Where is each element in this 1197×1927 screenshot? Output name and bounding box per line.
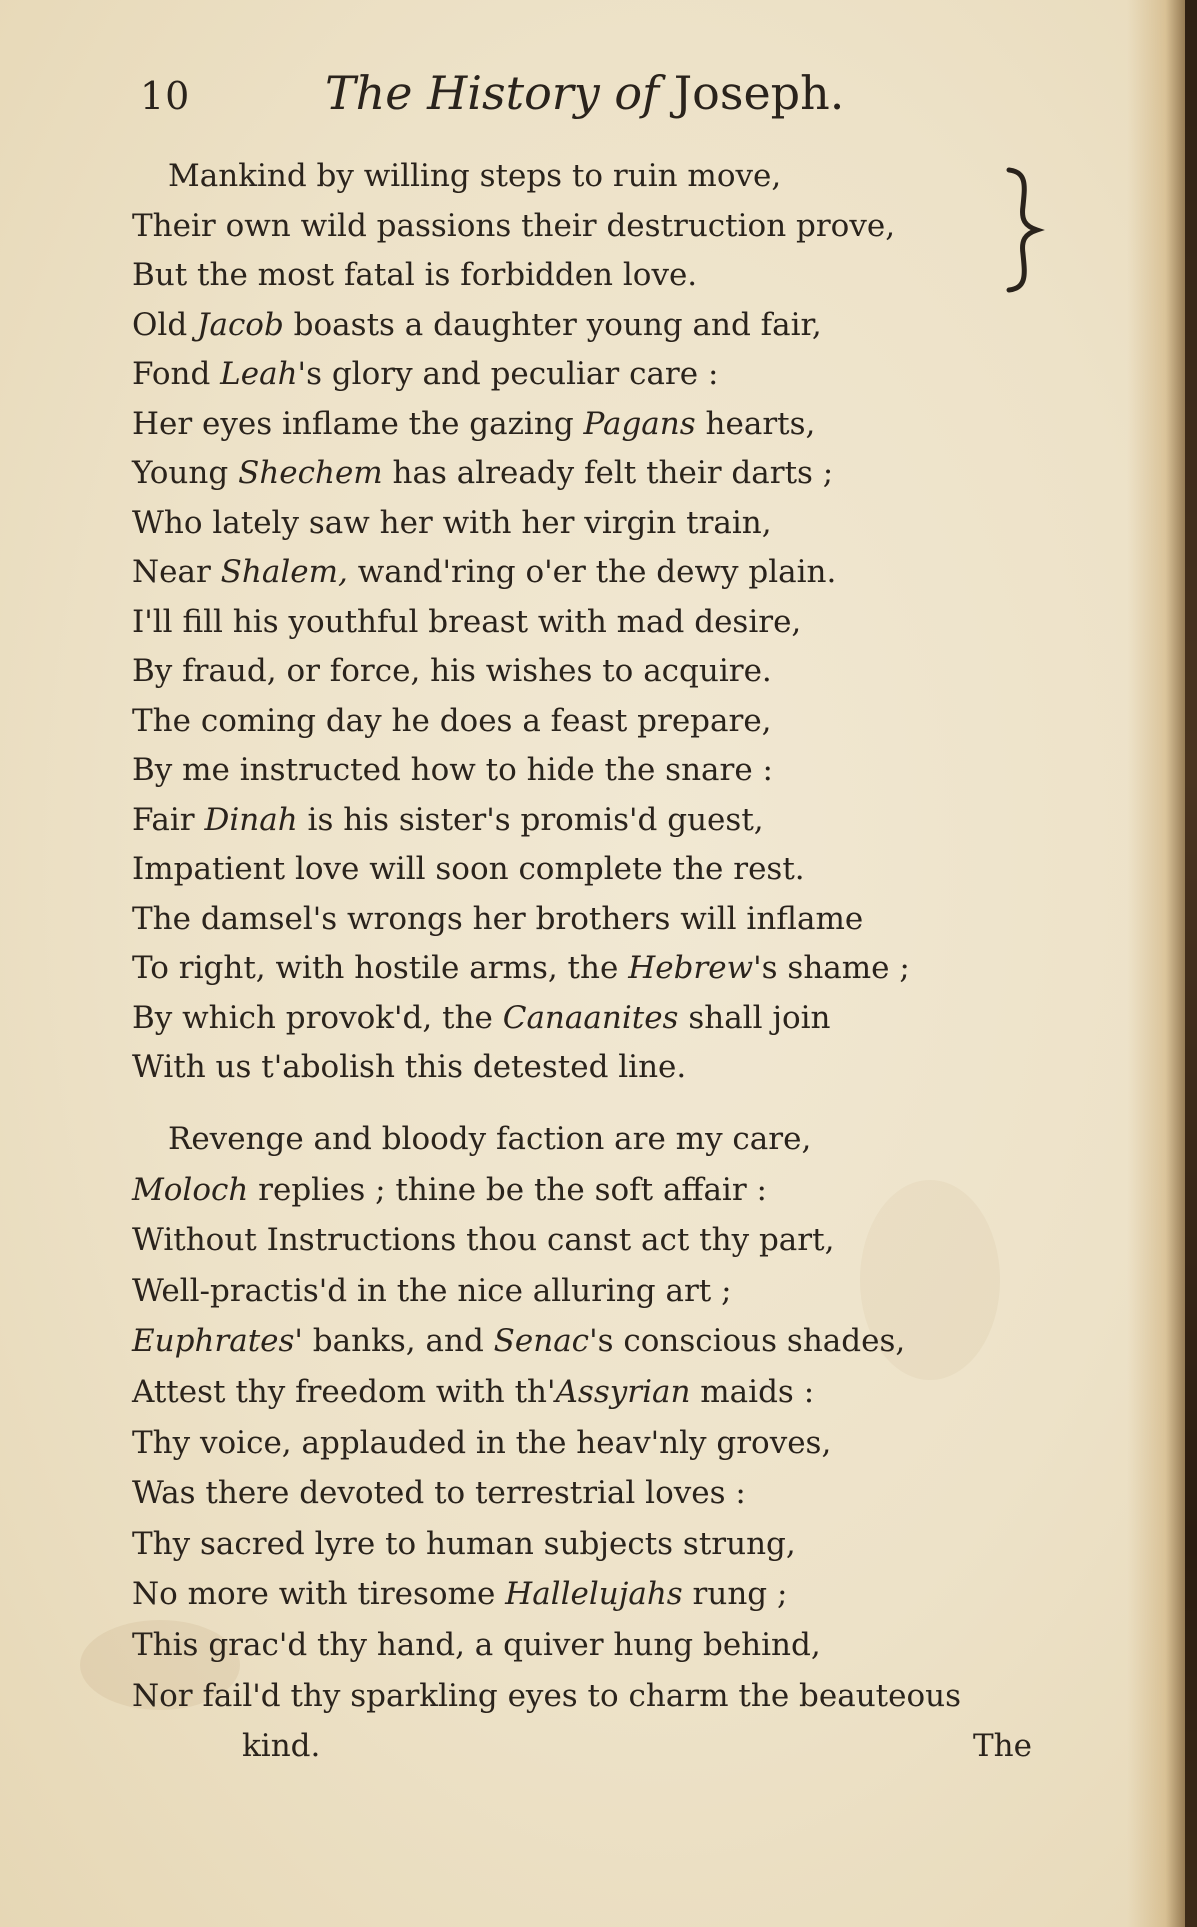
verse-text: By fraud, or force, his wishes to acquire. xyxy=(132,653,772,689)
verse-line xyxy=(132,1519,1032,1570)
verse-text: By which provok'd, the xyxy=(132,999,503,1036)
italic-name: Pagans xyxy=(583,405,696,442)
verse-text: The coming day he does a feast prepare, xyxy=(132,702,772,739)
verse-line xyxy=(132,152,1032,202)
verse-text: Without Instructions thou canst act thy part, xyxy=(132,1222,835,1259)
verse-line xyxy=(132,1043,1032,1093)
verse-line xyxy=(132,400,1032,450)
verse-text: This grac'd thy hand, a quiver hung behind, xyxy=(132,1626,821,1663)
verse-line xyxy=(132,944,1032,994)
page-number: 10 xyxy=(140,74,191,118)
verse-text: Fair xyxy=(132,801,205,838)
book-title xyxy=(325,66,844,120)
verse-text: is his sister's promis'd guest, xyxy=(297,801,764,838)
verse-text: Near xyxy=(132,554,221,590)
verse-text: Young xyxy=(132,455,239,491)
verse-text: Mankind by willing steps to ruin move, xyxy=(168,158,782,194)
verse-line xyxy=(132,202,1032,252)
verse-text: But the most fatal is forbidden love. xyxy=(132,257,698,293)
verse-line xyxy=(132,1367,1032,1418)
verse-text: Well-practis'd in the nice alluring art ; xyxy=(132,1272,732,1309)
verse-text: To right, with hostile arms, the xyxy=(132,950,629,986)
verse-text: I'll fill his youthful breast with mad desire, xyxy=(132,603,802,640)
verse-text: With us t'abolish this detested line. xyxy=(132,1049,687,1085)
verse-text: maids : xyxy=(690,1373,815,1410)
verse-line xyxy=(132,1468,1032,1519)
book-title-italic: The History of xyxy=(325,66,660,120)
verse-text: banks, and xyxy=(302,1323,494,1360)
italic-name: Jacob xyxy=(197,306,284,343)
verse-text: Revenge and bloody faction are my care, xyxy=(168,1121,812,1157)
verse-text: boasts a daughter young and fair, xyxy=(283,306,822,343)
verse-text: Was there devoted to terrestrial loves : xyxy=(132,1475,746,1512)
verse-text: By me instructed how to hide the snare : xyxy=(132,752,773,788)
verse-text: Thy voice, applauded in the heav'nly groves, xyxy=(132,1424,832,1461)
verse-text: hearts, xyxy=(695,405,816,442)
verse-line xyxy=(132,1114,1032,1165)
italic-name: Shechem xyxy=(238,455,383,491)
binding-edge xyxy=(1185,0,1197,1927)
verse-text: 's conscious shades, xyxy=(589,1323,906,1360)
verse-text: Old xyxy=(132,306,198,343)
verse-turnover-line xyxy=(132,1721,1032,1772)
italic-name: Hallelujahs xyxy=(505,1576,683,1613)
verse-line xyxy=(132,1671,1032,1722)
verse-text: wand'ring o'er the dewy plain. xyxy=(347,554,837,590)
running-head xyxy=(140,62,860,132)
turnover-word: kind. xyxy=(242,1728,321,1765)
italic-name: Moloch xyxy=(132,1171,249,1208)
verse-line xyxy=(132,895,1032,945)
verse-text: Who lately saw her with her virgin train, xyxy=(132,504,772,541)
verse-line xyxy=(132,251,1032,301)
verse-text: Their own wild passions their destruction prove, xyxy=(132,207,896,244)
italic-name: Euphrates' xyxy=(132,1323,303,1360)
verse-line xyxy=(132,697,1032,747)
italic-name: Dinah xyxy=(204,801,298,838)
verse-text: Thy sacred lyre to human subjects strung, xyxy=(132,1525,796,1562)
verse-line xyxy=(132,499,1032,549)
verse-line xyxy=(132,350,1032,400)
italic-name: Canaanites xyxy=(502,999,679,1036)
verse-text: Her eyes inflame the gazing xyxy=(132,405,584,442)
italic-name: Hebrew xyxy=(628,950,754,986)
verse-line xyxy=(132,301,1032,351)
verse-line xyxy=(132,548,1032,598)
verse-line xyxy=(132,1418,1032,1469)
verse-text: The damsel's wrongs her brothers will inflame xyxy=(132,900,864,937)
verse-line xyxy=(132,1316,1032,1367)
verse-text: Fond xyxy=(132,356,221,392)
verse-line xyxy=(132,796,1032,846)
verse-text: replies ; thine be the soft affair : xyxy=(248,1171,767,1208)
stanza-2 xyxy=(132,1114,1032,1772)
italic-name: Senac xyxy=(493,1323,590,1360)
book-title-roman: Joseph. xyxy=(673,66,845,120)
italic-name: Leah xyxy=(220,356,298,392)
italic-name: Shalem, xyxy=(220,554,348,590)
italic-name: Assyrian xyxy=(555,1373,691,1410)
verse-line xyxy=(132,647,1032,697)
verse-text: has already felt their darts ; xyxy=(382,455,834,491)
catchword: The xyxy=(973,1728,1032,1765)
verse-line xyxy=(132,994,1032,1044)
verse-text: Attest thy freedom with th' xyxy=(132,1373,556,1410)
verse-line xyxy=(132,1165,1032,1216)
verse-text: Impatient love will soon complete the rest. xyxy=(132,851,805,887)
verse-line xyxy=(132,1215,1032,1266)
verse-line xyxy=(132,449,1032,499)
verse-text: rung ; xyxy=(682,1576,788,1613)
verse-line xyxy=(132,746,1032,796)
verse-line xyxy=(132,1620,1032,1671)
verse-line xyxy=(132,1569,1032,1620)
verse-line xyxy=(132,1266,1032,1317)
verse-line xyxy=(132,845,1032,895)
verse-text: No more with tiresome xyxy=(132,1576,506,1613)
verse-text: Nor fail'd thy sparkling eyes to charm the beauteous xyxy=(132,1677,962,1714)
verse-text: 's shame ; xyxy=(753,950,910,986)
verse-line xyxy=(132,598,1032,648)
verse-text: shall join xyxy=(678,999,831,1036)
verse-text: 's glory and peculiar care : xyxy=(297,356,719,392)
stanza-1 xyxy=(132,152,1032,1093)
